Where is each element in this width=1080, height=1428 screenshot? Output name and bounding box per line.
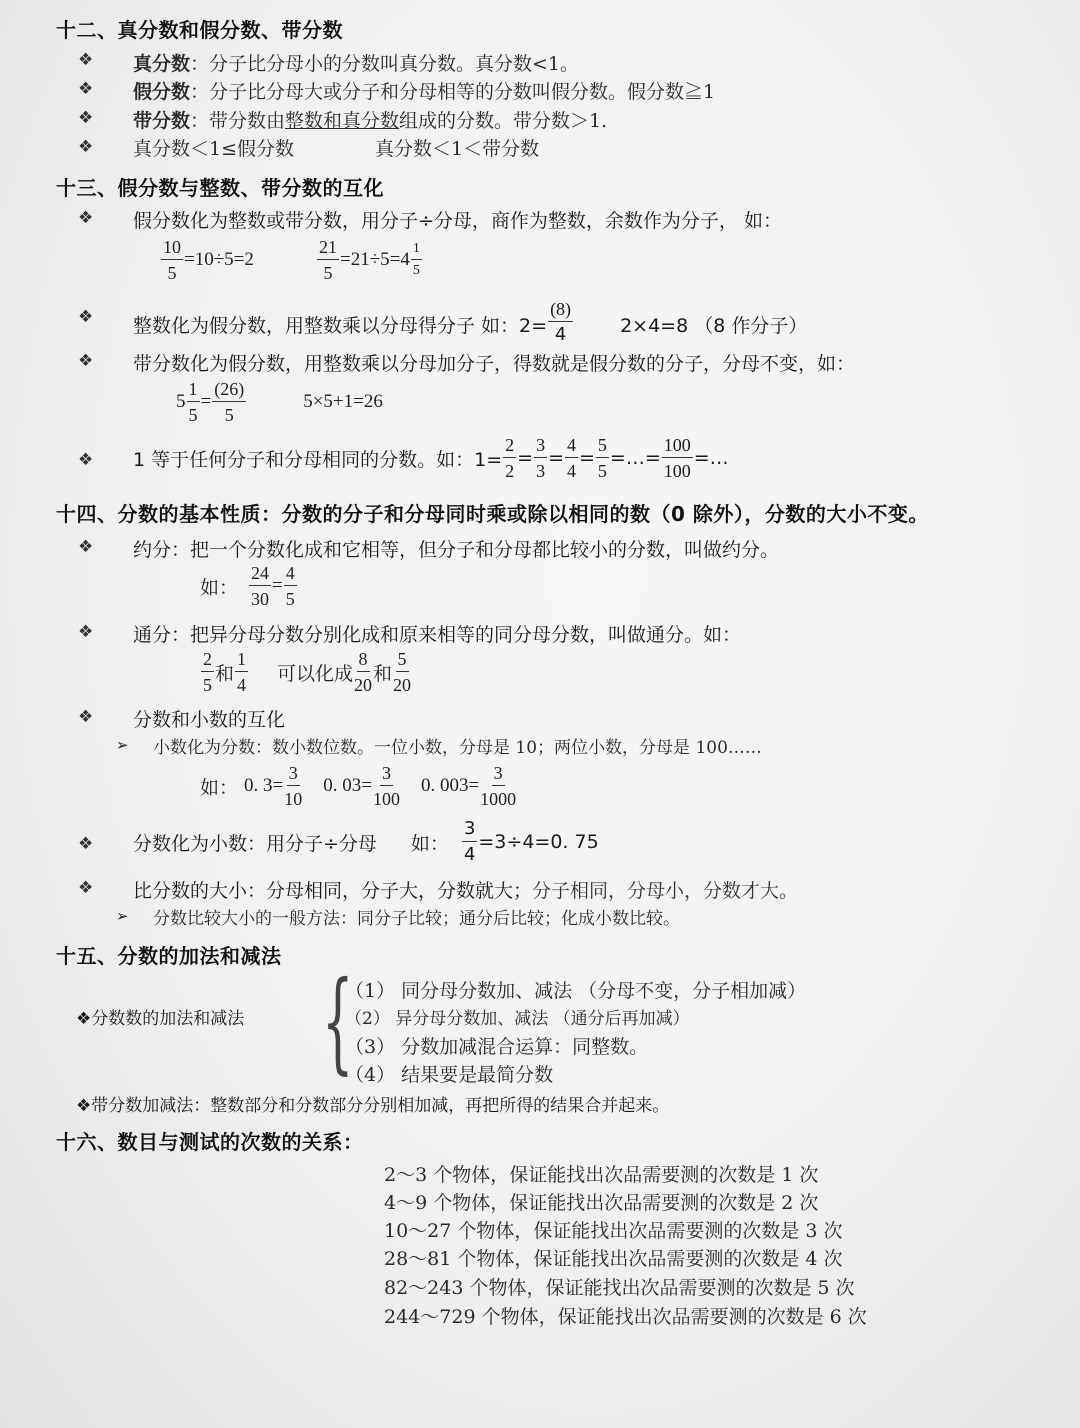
diamond-bullet-icon: ❖ <box>78 307 94 327</box>
decimal-examples: 如： 0. 3= $\frac{3}{10}$ 0. 03= $\frac{3}{100}$ 0. 003= $\frac{3}{1000}$ <box>200 763 517 809</box>
section-16-title: 十六、数目与测试的次数的关系： <box>56 1130 364 1154</box>
test-count-line: 28～81 个物体，保证能找出次品需要测的次数是 4 次 <box>384 1248 843 1270</box>
mixed-number-line: 带分数：带分数由整数和真分数组成的分数。带分数＞1. <box>133 110 608 132</box>
tongfen-example: $\frac{2}{5}$ 和 $\frac{1}{4}$ 可以化成 $\frac{8}{20}$ 和 $\frac{5}{20}$ <box>203 649 412 695</box>
diamond-bullet-icon: ❖ <box>78 537 94 557</box>
decimal-to-fraction-rule: 小数化为分数：数小数位数。一位小数，分母是 10；两位小数，分母是 100…… <box>153 738 762 758</box>
yuefen-rule: 约分：把一个分数化成和它相等，但分子和分母都比较小的分数，叫做约分。 <box>133 539 780 561</box>
tongfen-rule: 通分：把异分母分数分别化成和原来相等的同分母分数，叫做通分。如： <box>133 624 742 646</box>
diamond-bullet-icon: ❖ <box>78 450 94 470</box>
comparison-a: 真分数＜1≤假分数 <box>133 138 295 160</box>
diamond-bullet-icon: ❖ <box>78 79 94 99</box>
mixed-add-subtract-rule: ❖带分数加减法：整数部分和分数部分分别相加减，再把所得的结果合并起来。 <box>76 1096 670 1116</box>
diamond-bullet-icon: ❖ <box>78 108 94 128</box>
section-14-title: 十四、分数的基本性质：分数的分子和分母同时乘或除以相同的数（0 除外），分数的大小不变。 <box>56 502 929 526</box>
rule-1: （1） 同分母分数加、减法 （分母不变，分子相加减） <box>345 980 807 1002</box>
yuefen-example: 如： $\frac{24}{30}$ = $\frac{4}{5}$ <box>200 563 295 609</box>
one-equals-rule: 1 等于任何分子和分母相同的分数。如：1= $\frac{2}{2}$ = $\frac{3}{3}$ = $\frac{4}{4}$ = $\frac{5}{5}$ =…= $\frac{100}{100}$ =… <box>133 435 729 481</box>
comparison-b: 真分数＜1＜带分数 <box>375 138 540 160</box>
diamond-bullet-icon: ❖ <box>78 351 94 371</box>
diamond-bullet-icon: ❖ <box>78 208 94 228</box>
test-count-line: 244～729 个物体，保证能找出次品需要测的次数是 6 次 <box>384 1306 867 1328</box>
compare-fractions-rule: 比分数的大小：分母相同，分子大，分数就大；分子相同，分母小，分数才大。 <box>133 880 799 902</box>
rule-4: （4） 结果要是最简分数 <box>345 1064 554 1086</box>
diamond-bullet-icon: ❖ <box>78 50 94 70</box>
integer-to-improper-rule: 整数化为假分数，用整数乘以分母得分子 如：2= $\frac{(8)}{4}$ 2×4=8 （8 作分子） <box>133 299 808 345</box>
section-13-title: 十三、假分数与整数、带分数的互化 <box>56 176 384 200</box>
add-subtract-label: ❖分数数的加法和减法 <box>76 1009 245 1029</box>
fraction-decimal-conversion-title: 分数和小数的互化 <box>133 709 286 731</box>
test-count-line: 82～243 个物体，保证能找出次品需要测的次数是 5 次 <box>384 1277 855 1299</box>
left-brace-icon: { <box>322 957 354 1085</box>
compare-method: 分数比较大小的一般方法：同分子比较；通分后比较；化成小数比较。 <box>153 909 680 929</box>
diamond-bullet-icon: ❖ <box>78 834 94 854</box>
test-count-line: 10～27 个物体，保证能找出次品需要测的次数是 3 次 <box>384 1220 843 1242</box>
diamond-bullet-icon: ❖ <box>78 707 94 727</box>
improper-fraction-line: 假分数：分子比分母大或分子和分母相等的分数叫假分数。假分数≧1 <box>133 81 716 103</box>
test-count-line: 2～3 个物体，保证能找出次品需要测的次数是 1 次 <box>384 1164 819 1186</box>
section-12-title: 十二、真分数和假分数、带分数 <box>56 18 343 42</box>
mixed-to-improper-rule: 带分数化为假分数，用整数乘以分母加分子，得数就是假分数的分子，分母不变，如： <box>133 353 856 375</box>
example-21-over-5: $\frac{21}{5}$ =21÷5=4 $\frac{1}{5}$ <box>319 237 420 283</box>
rule-3: （3） 分数加减混合运算：同整数。 <box>345 1036 649 1058</box>
example-10-over-5: $\frac{10}{5}$ =10÷5=2 <box>163 237 254 283</box>
proper-fraction-line: 真分数：分子比分母小的分数叫真分数。真分数<1。 <box>133 53 580 75</box>
diamond-bullet-icon: ❖ <box>78 137 94 157</box>
arrow-bullet-icon: ➢ <box>116 907 129 925</box>
fraction-to-decimal-rule: 分数化为小数：用分子÷分母 如： $\frac{3}{4}$ =3÷4=0. 75 <box>133 818 599 865</box>
section-15-title: 十五、分数的加法和减法 <box>56 944 282 968</box>
arrow-bullet-icon: ➢ <box>116 736 129 754</box>
diamond-bullet-icon: ❖ <box>78 622 94 642</box>
rule-2: （2） 异分母分数加、减法 （通分后再加减） <box>345 1009 690 1029</box>
diamond-bullet-icon: ❖ <box>78 878 94 898</box>
test-count-line: 4～9 个物体，保证能找出次品需要测的次数是 2 次 <box>384 1192 819 1214</box>
example-5-1-5: 5 $\frac{1}{5}$ = $\frac{(26)}{5}$ 5×5+1=26 <box>176 379 383 425</box>
improper-to-integer-rule: 假分数化为整数或带分数，用分子÷分母，商作为整数，余数作为分子， 如： <box>133 210 782 232</box>
